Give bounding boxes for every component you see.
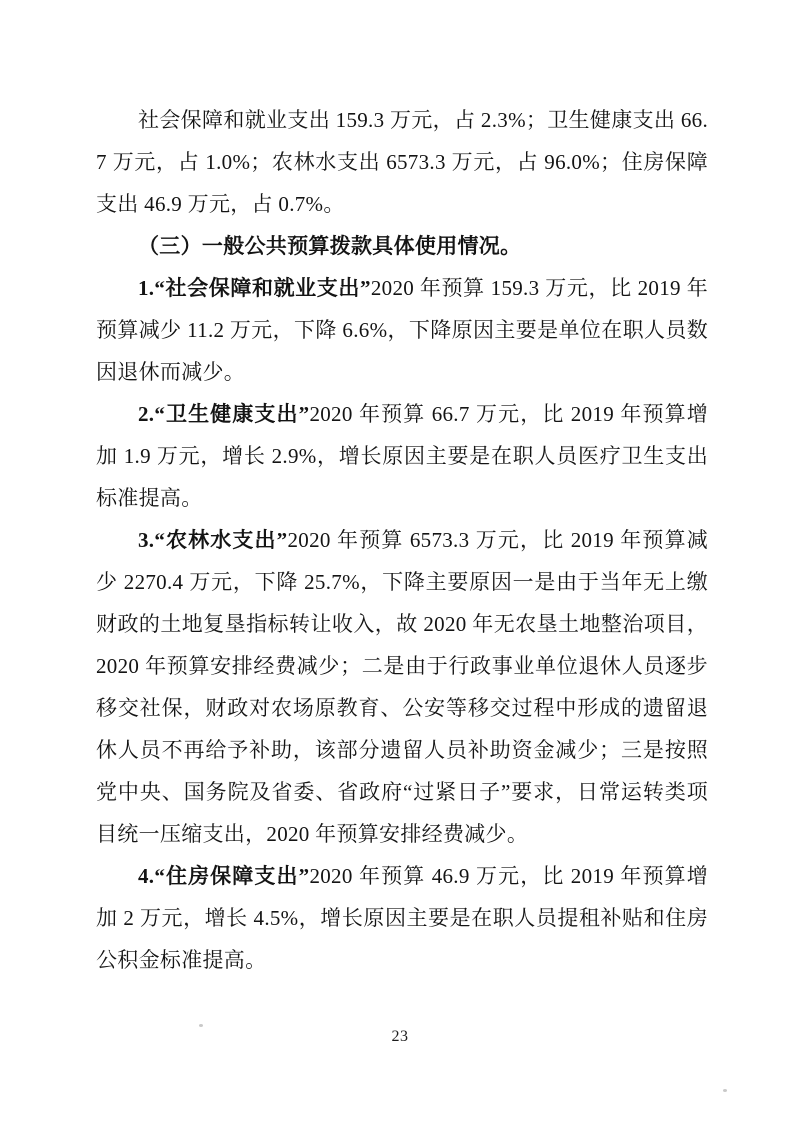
item-2-body-text: 2020 年预算 66.7 万元，比 2019 年预算增加 1.9 万元，增长 2.9%，增长原因主要是在职人员医疗卫生支出标准提高。 — [96, 402, 709, 510]
paragraph-expenditure-overview — [96, 99, 708, 225]
item-4-body-text: 2020 年预算 46.9 万元，比 2019 年预算增加 2 万元，增长 4.5%，增长原因主要是在职人员提租补贴和住房公积金标准提高。 — [96, 864, 709, 972]
scan-artifact-speck — [199, 1024, 203, 1027]
scan-artifact-speck — [723, 1089, 727, 1092]
document-content — [96, 99, 708, 981]
item-1-body-text: 2020 年预算 159.3 万元，比 2019 年预算减少 11.2 万元，下降 6.6%，下降原因主要是单位在职人员数因退休而减少。 — [96, 276, 708, 384]
section-heading — [96, 225, 708, 267]
section-heading-text: （三）一般公共预算拨款具体使用情况。 — [138, 234, 522, 258]
item-3-body-text: 2020 年预算 6573.3 万元，比 2019 年预算减少 2270.4 万元，下降 25.7%，下降主要原因一是由于当年无上缴财政的土地复垦指标转让收入，故 2020 年无农垦土地整治项目，2020 年预算安排经费减少；二是由于行政事业单位退休人员逐步移交社保，财政对农场原教育、公安等移交过程中形成的遗留退休人员不再给予补助，该部分遗留人员补助资金减少；三是按照党中央、国务院及省委、省政府“过紧日子”要求，日常运转类项目统一压缩支出，2020 年预算安排经费减少。 — [96, 528, 709, 846]
paragraph-item-3-agriculture-water — [96, 519, 708, 855]
item-3-bold-lead: 3.“农林水支出” — [138, 528, 288, 552]
page-number: 23 — [391, 1028, 409, 1045]
paragraph-item-4-housing — [96, 855, 708, 981]
paragraph-text: 社会保障和就业支出 159.3 万元，占 2.3%；卫生健康支出 66.7 万元，占 1.0%；农林水支出 6573.3 万元，占 96.0%；住房保障支出 46.9 万元，占 0.7%。 — [96, 108, 708, 216]
paragraph-item-1-social-security — [96, 267, 708, 393]
item-4-bold-lead: 4.“住房保障支出” — [138, 864, 310, 888]
item-2-bold-lead: 2.“卫生健康支出” — [138, 402, 310, 426]
item-1-bold-lead: 1.“社会保障和就业支出” — [138, 276, 371, 300]
paragraph-item-2-health — [96, 393, 708, 519]
